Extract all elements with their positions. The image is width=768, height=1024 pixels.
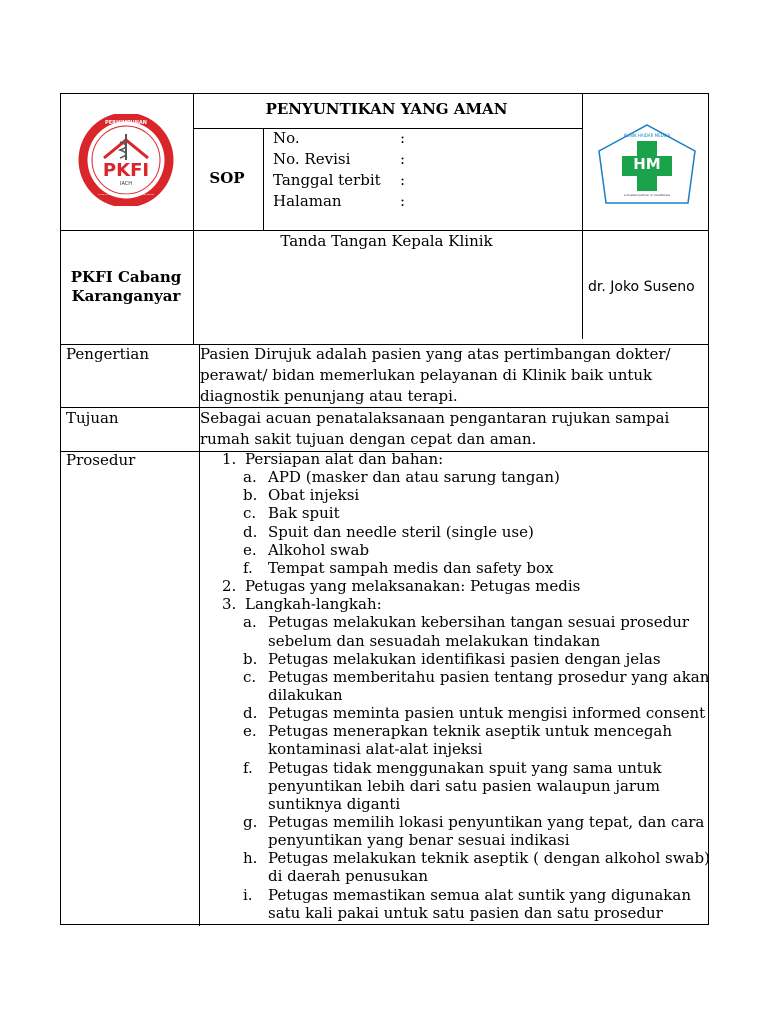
list-marker: f. xyxy=(243,759,253,777)
list-item-text: Petugas melakukan identifikasi pasien dengan jelas xyxy=(268,650,661,668)
list-item-text: suntiknya diganti xyxy=(268,795,401,813)
list-marker: d. xyxy=(243,523,258,541)
pengertian-line: diagnostik penunjang atau terapi. xyxy=(200,387,458,405)
list-item-text: sebelum dan sesuadah melakukan tindakan xyxy=(268,632,601,650)
meta-colon: : xyxy=(400,150,406,168)
tujuan-label: Tujuan xyxy=(66,409,119,427)
list-marker: i. xyxy=(243,886,253,904)
list-item-text: di daerah penusukan xyxy=(268,867,428,885)
list-marker: 1. xyxy=(222,450,237,468)
hm-logo-tagline: a trusted partner in healthcare xyxy=(623,193,671,197)
list-marker: e. xyxy=(243,722,257,740)
pkfi-logo-name: PKFI xyxy=(102,160,150,181)
grid-line xyxy=(582,94,583,339)
org-name xyxy=(60,268,192,306)
list-marker: b. xyxy=(243,486,258,504)
grid-line xyxy=(193,128,582,129)
meta-label-no: No. xyxy=(273,129,300,147)
meta-label-halaman: Halaman xyxy=(273,192,342,210)
grid-line xyxy=(193,94,194,344)
list-marker: c. xyxy=(243,668,257,686)
list-marker: 3. xyxy=(222,595,237,613)
list-item-text: penyuntikan lebih dari satu pasien walaupun jarum xyxy=(268,777,660,795)
list-marker: h. xyxy=(243,849,258,867)
list-item-text: APD (masker dan atau sarung tangan) xyxy=(268,468,560,486)
pkfi-logo xyxy=(74,114,178,206)
org-name-line2: Karanganyar xyxy=(71,287,181,305)
meta-colon: : xyxy=(400,129,406,147)
list-marker: a. xyxy=(243,468,257,486)
list-item-text: Petugas memastikan semua alat suntik yang digunakan xyxy=(268,886,692,904)
pkfi-logo-bottom-text: IACH xyxy=(119,181,133,187)
list-item-text: Petugas yang melaksanakan: Petugas medis xyxy=(245,577,581,595)
list-marker: 2. xyxy=(222,577,237,595)
list-marker: d. xyxy=(243,704,258,722)
list-item-text: Spuit dan needle steril (single use) xyxy=(268,523,534,541)
list-item-text: satu kali pakai untuk satu pasien dan satu prosedur xyxy=(268,904,663,922)
list-item-text: Persiapan alat dan bahan: xyxy=(245,450,444,468)
list-marker: b. xyxy=(243,650,258,668)
list-item-text: Petugas tidak menggunakan spuit yang sama untuk xyxy=(268,759,662,777)
list-item-text: kontaminasi alat-alat injeksi xyxy=(268,740,483,758)
list-marker: e. xyxy=(243,541,257,559)
hm-logo xyxy=(596,123,698,207)
meta-label-revisi: No. Revisi xyxy=(273,150,351,168)
org-name-line1: PKFI Cabang xyxy=(70,268,182,286)
list-item-text: penyuntikan yang benar sesuai indikasi xyxy=(268,831,570,849)
pkfi-logo-top-text: PERHIMPUNAN xyxy=(105,120,147,126)
grid-line xyxy=(61,230,708,231)
signatory-name: dr. Joko Suseno xyxy=(588,279,695,295)
pengertian-line: Pasien Dirujuk adalah pasien yang atas pertimbangan dokter/ xyxy=(200,345,671,363)
meta-colon: : xyxy=(400,171,406,189)
tujuan-text xyxy=(200,408,669,450)
list-marker: g. xyxy=(243,813,258,831)
hm-logo-arc-text: KLINIK HAIDAR MEDIKA xyxy=(623,133,671,138)
page-title: PENYUNTIKAN YANG AMAN xyxy=(265,100,508,118)
tujuan-line: rumah sakit tujuan dengan cepat dan aman. xyxy=(200,430,537,448)
list-item-text: Petugas memberitahu pasien tentang prosedur yang akan xyxy=(268,668,710,686)
signature-label: Tanda Tangan Kepala Klinik xyxy=(280,232,493,250)
list-item-text: Petugas memilih lokasi penyuntikan yang tepat, dan cara xyxy=(268,813,705,831)
pengertian-line: perawat/ bidan memerlukan pelayanan di Klinik baik untuk xyxy=(200,366,653,384)
tujuan-line: Sebagai acuan penatalaksanaan pengantaran rujukan sampai xyxy=(200,409,670,427)
list-item-text: Petugas menerapkan teknik aseptik untuk mencegah xyxy=(268,722,673,740)
list-item-text: Bak spuit xyxy=(268,504,340,522)
list-item-text: Tempat sampah medis dan safety box xyxy=(268,559,554,577)
list-item-text: Petugas meminta pasien untuk mengisi informed consent xyxy=(268,704,706,722)
list-item-text: Langkah-langkah: xyxy=(245,595,382,613)
prosedur-label: Prosedur xyxy=(66,451,136,469)
grid-line xyxy=(263,128,264,230)
sop-label: SOP xyxy=(209,169,245,187)
list-item-text: dilakukan xyxy=(268,686,343,704)
pengertian-label: Pengertian xyxy=(66,345,150,363)
list-marker: a. xyxy=(243,613,257,631)
list-item-text: Petugas melakukan kebersihan tangan sesuai prosedur xyxy=(268,613,690,631)
list-item-text: Petugas melakukan teknik aseptik ( dengan alkohol swab) xyxy=(268,849,710,867)
pengertian-text xyxy=(200,344,671,407)
pkfi-logo-arc-text: KLINIK & FASILITAS PELAYANAN KESEHATAN INDONESIA xyxy=(98,194,154,196)
list-item-text: Obat injeksi xyxy=(268,486,360,504)
meta-colon: : xyxy=(400,192,406,210)
list-item-text: Alkohol swab xyxy=(268,541,370,559)
meta-label-tanggal: Tanggal terbit xyxy=(273,171,381,189)
list-marker: c. xyxy=(243,504,257,522)
list-marker: f. xyxy=(243,559,253,577)
hm-logo-name: HM xyxy=(633,155,661,173)
